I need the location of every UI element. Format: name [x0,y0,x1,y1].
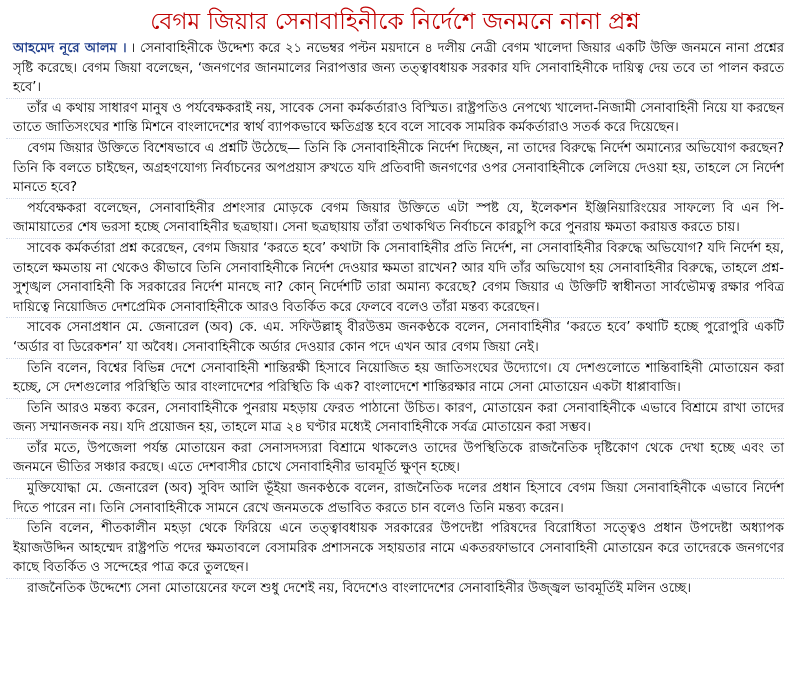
paragraph-text: । সেনাবাহিনীকে উদ্দেশ্য করে ২১ নভেম্বর পল্টন ময়দানে ৪ দলীয় নেত্রী বেগম খালেদা জিয়ার একটি উক্তি জনমনে নানা প্রশ্নের সৃষ্টি করেছে। বেগম জিয়া বলেছেন, ‘জনগণের জানমালের নিরাপত্তার জন্য তত্ত্বাবধায়ক সরকার যদি সেনাবাহিনীকে দায়িত্ব দেয় তবে তা পালন করতে হবে’। [13,41,785,96]
article-paragraph: মুক্তিযোদ্ধা মে. জেনারেল (অব) সুবিদ আলি ভূঁইয়া জনকণ্ঠকে বলেন, রাজনৈতিক দলের প্রধান হিসাবে বেগম জিয়া সেনাবাহিনীকে এভাবে নির্দেশ দিতে পারেন না। তিনি সেনাবাহিনীকে সামনে রেখে জনমতকে প্রভাবিত করতে চান বলেও তিনি মন্তব্য করেন। [6,478,784,518]
article-paragraph: তিনি বলেন, বিশ্বের বিভিন্ন দেশে সেনাবাহিনী শান্তিরক্ষী হিসাবে নিয়োজিত হয় জাতিসংঘের উদ্যোগে। যে দেশগুলোতে শান্তিবাহিনী মোতায়েন করা হচ্ছে, সে দেশগুলোর পরিস্থিতি আর বাংলাদেশের পরিস্থিতি কি এক? বাংলাদেশে শান্তিরক্ষার নামে সেনা মোতায়েন একটা ধাপ্পাবাজি। [6,358,784,398]
article-paragraph: তাঁর এ কথায় সাধারণ মানুষ ও পর্যবেক্ষকরাই নয়, সাবেক সেনা কর্মকর্তারাও বিস্মিত। রাষ্ট্রপতিও নেপথ্যে খালেদা-নিজামী সেনাবাহিনী নিয়ে যা করছেন তাতে জাতিসংঘের শান্তি মিশনে বাংলাদেশের স্বার্থ ব্যাপকভাবে ক্ষতিগ্রস্ত হবে বলে সাবেক সামরিক কর্মকর্তারাও সতর্ক করে দিয়েছেন। [6,98,784,138]
article-paragraph: তাঁর মতে, উপজেলা পর্যন্ত মোতায়েন করা সেনাসদস্যরা বিশ্রামে থাকলেও তাদের উপস্থিতিকে রাজনৈতিক দৃষ্টিকোণ থেকে দেখা হচ্ছে এবং তা জনমনে ভীতির সঞ্চার করছে। এতে দেশবাসীর চোখে সেনাবাহিনীর ভাবমূর্তি ক্ষুণ্ন হচ্ছে। [6,438,784,478]
article-paragraph: সাবেক কর্মকর্তারা প্রশ্ন করেছেন, বেগম জিয়ার ‘করতে হবে’ কথাটা কি সেনাবাহিনীর প্রতি নির্দেশ, না সেনাবাহিনীর বিরুদ্ধে অভিযোগ? যদি নির্দেশ হয়, তাহলে ক্ষমতায় না থেকেও কীভাবে তিনি সেনাবাহিনীকে নির্দেশ দেওয়ার ক্ষমতা রাখেন? আর যদি তাঁর অভিযোগ হয় সেনাবাহিনীর বিরুদ্ধে, তাহলে প্রশ্ন-সুশৃঙ্খল সেনাবাহিনী কি সরকারের নির্দেশ মানছে না? কোন্‌ নির্দেশটি তারা অমান্য করেছে? বেগম জিয়ার এ উক্তিটি স্বাধীনতা সার্বভৌমত্ব রক্ষার পবিত্র দায়িত্বে নিয়োজিত দেশপ্রেমিক সেনাবাহিনীকে আরও বিতর্কিত করে ফেলবে বলেও তাঁরা মন্তব্য করেছেন। [6,238,784,317]
article-paragraph: তিনি বলেন, শীতকালীন মহড়া থেকে ফিরিয়ে এনে তত্ত্বাবধায়ক সরকারের উপদেষ্টা পরিষদের বিরোধিতা সত্ত্বেও প্রধান উপদেষ্টা অধ্যাপক ইয়াজউদ্দিন আহম্মেদ রাষ্ট্রপতি পদের ক্ষমতাবলে বেসামরিক প্রশাসনকে সহায়তার নামে একতরফাভাবে সেনাবাহিনী মোতায়েন করে তাদেরকে জনগণের কাছে বিতর্কিত ও সন্দেহের পাত্র করে তুলছেন। [6,518,784,578]
article-paragraph [6,39,784,98]
article-paragraph: সাবেক সেনাপ্রধান মে. জেনারেল (অব) কে. এম. সফিউল্লাহ্‌ বীরউত্তম জনকণ্ঠকে বলেন, সেনাবাহিনীর ‘করতে হবে’ কথাটি হচ্ছে পুরোপুরি একটি ‘অর্ডার বা ডিরেকশন’ যা অবৈধ। সেনাবাহিনীকে অর্ডার দেওয়ার কোন পদে এখন আর বেগম জিয়া নেই। [6,317,784,357]
article-paragraph: বেগম জিয়ার উক্তিতে বিশেষভাবে এ প্রশ্নটি উঠেছে— তিনি কি সেনাবাহিনীকে নির্দেশ দিচ্ছেন, না তাদের বিরুদ্ধে নির্দেশ অমান্যের অভিযোগ করছেন? তিনি কি বলতে চাইছেন, অগ্রহণযোগ্য নির্বাচনের অপপ্রয়াস রুখতে যদি প্রতিবাদী জনগণের ওপর সেনাবাহিনীকে লেলিয়ে দেওয়া হয়, তাহলে সে নির্দেশ মানতে হবে? [6,138,784,198]
byline: আহমেদ নূরে আলম । [13,41,127,56]
headline: বেগম জিয়ার সেনাবাহিনীকে নির্দেশে জনমনে নানা প্রশ্ন [150,9,640,35]
article-paragraph: তিনি আরও মন্তব্য করেন, সেনাবাহিনীকে পুনরায় মহড়ায় ফেরত পাঠানো উচিত। কারণ, মোতায়েন করা সেনাবাহিনীকে এভাবে বিশ্রামে রাখা তাদের জন্য সম্মানজনক নয়। যদি প্রয়োজন হয়, তাহলে মাত্র ২৪ ঘণ্টার মধ্যেই সেনাবাহিনীকে সর্বত্র মোতায়েন করা সম্ভব। [6,398,784,438]
article-body [6,39,784,599]
article-paragraph: রাজনৈতিক উদ্দেশ্যে সেনা মোতায়েনের ফলে শুধু দেশেই নয়, বিদেশেও বাংলাদেশের সেনাবাহিনীর উজ্জ্বল ভাবমূর্তিই মলিন ওচ্ছে। [6,578,784,599]
article-paragraph: পর্যবেক্ষকরা বলেছেন, সেনাবাহিনীর প্রশংসার মোড়কে বেগম জিয়ার উক্তিতে এটা স্পষ্ট যে, ইলেকশন ইঞ্জিনিয়ারিংয়ের সাফল্যে বি এন পি-জামায়াতের শেষ ভরসা হচ্ছে সেনাবাহিনীর ছত্রছায়া। সেনা ছত্রছায়ায় তাঁরা তথাকথিত নির্বাচনে কারচুপি করে পুনরায় ক্ষমতা করায়ত্ত করতে চায়। [6,198,784,238]
